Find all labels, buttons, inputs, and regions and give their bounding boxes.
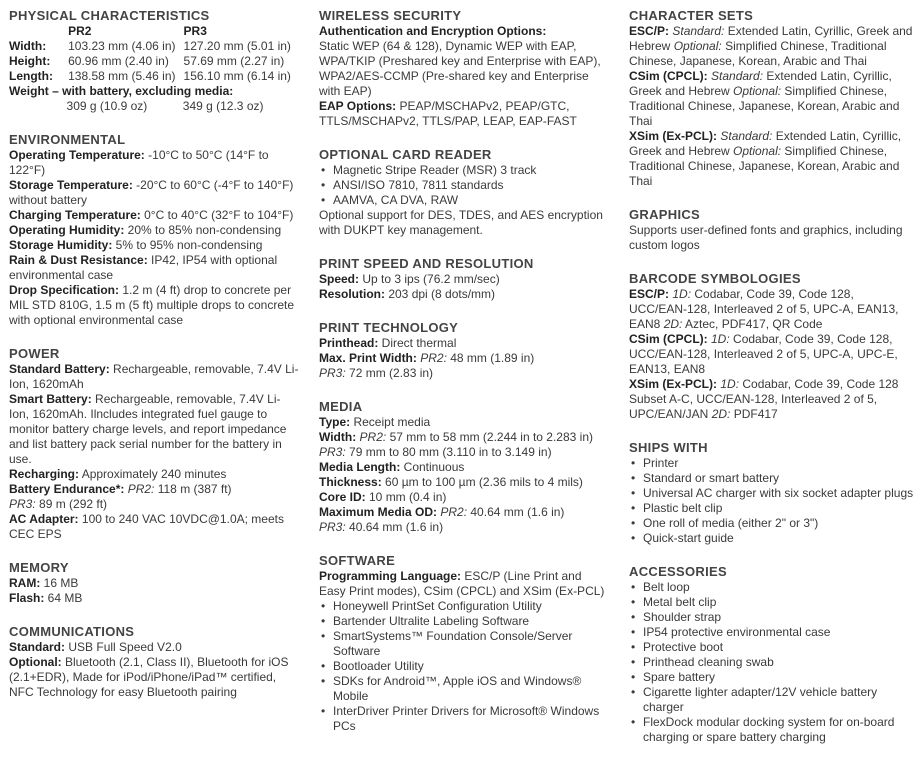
spec-line: Storage Temperature: -20°C to 60°C (-4°F to 140°F) without battery xyxy=(9,178,294,207)
power-section xyxy=(9,345,299,542)
list-item: • AAMVA, CA DVA, RAW xyxy=(319,193,611,208)
spec-line: Static WEP (64 & 128), Dynamic WEP with EAP, WPA/TKIP (Preshared key and Enterprise with EAP), WPA2/AES-CCMP (Pre-shared key and Enterprise with EAP) xyxy=(319,39,601,98)
spec-line: Max. Print Width: PR2: 48 mm (1.89 in) xyxy=(319,351,535,365)
section-heading: MEDIA xyxy=(319,399,363,414)
list-item: • Magnetic Stripe Reader (MSR) 3 track xyxy=(319,163,611,178)
list-item: • SmartSystems™ Foundation Console/Server Software xyxy=(319,629,611,659)
list-item: • Protective boot xyxy=(629,640,914,655)
spec-line: PR3: 79 mm to 80 mm (3.110 in to 3.149 in) xyxy=(319,445,552,459)
list-item: • Quick-start guide xyxy=(629,531,914,546)
spec-line: Thickness: 60 µm to 100 µm (2.36 mils to 4 mils) xyxy=(319,475,583,489)
spec-line: CSim (CPCL): Standard: Extended Latin, Cyrillic, Greek and Hebrew Optional: Simplified Chinese, Traditional Chinese, Japanese, Korean, Arabic and Thai xyxy=(629,69,900,128)
table-row xyxy=(9,69,299,84)
list-item: • Printer xyxy=(629,456,914,471)
list-item: • Honeywell PrintSet Configuration Utility xyxy=(319,599,611,614)
spec-line: Standard Battery: Rechargeable, removable, 7.4V Li-Ion, 1620mAh xyxy=(9,362,299,391)
pr3-value: 57.69 mm (2.27 in) xyxy=(183,54,285,68)
communications-section xyxy=(9,623,299,700)
spec-line: Recharging: Approximately 240 minutes xyxy=(9,467,227,481)
spec-line: Programming Language: ESC/P (Line Print and Easy Print modes), CSim (CPCL) and XSim (Ex-PCL) xyxy=(319,569,605,598)
row-label: Height: xyxy=(9,54,51,68)
list-item: • Printhead cleaning swab xyxy=(629,655,914,670)
physical-table xyxy=(9,24,299,84)
spec-line: Optional: Bluetooth (2.1, Class II), Bluetooth for iOS (2.1+EDR), Made for iPod/iPhone/iPad™ certified, NFC Technology for easy Bluetooth pairing xyxy=(9,655,289,699)
table-header-row xyxy=(9,24,299,39)
model-pr2-header: PR2 xyxy=(68,24,92,38)
pr3-weight: 349 g (12.3 oz) xyxy=(182,99,264,113)
list-item: • Standard or smart battery xyxy=(629,471,914,486)
section-heading: MEMORY xyxy=(9,560,69,575)
pr2-value: 103.23 mm (4.06 in) xyxy=(68,39,176,53)
list-item: • Metal belt clip xyxy=(629,595,914,610)
list-item: • Spare battery xyxy=(629,670,914,685)
spec-line: RAM: 16 MB xyxy=(9,576,79,590)
accessories-list xyxy=(629,580,914,745)
spec-line: Drop Specification: 1.2 m (4 ft) drop to concrete per MIL STD 810G, 1.5 m (5 ft) multiple drops to concrete with optional environmental case xyxy=(9,283,294,327)
card-reader-list xyxy=(319,163,611,208)
list-item: • InterDriver Printer Drivers for Microsoft® Windows PCs xyxy=(319,704,611,734)
spec-line: Flash: 64 MB xyxy=(9,591,83,605)
list-item: • Bootloader Utility xyxy=(319,659,611,674)
spec-line: Storage Humidity: 5% to 95% non-condensing xyxy=(9,238,263,252)
spec-line: Rain & Dust Resistance: IP42, IP54 with optional environmental case xyxy=(9,253,278,282)
spec-line: PR3: 89 m (292 ft) xyxy=(9,497,108,511)
section-heading: POWER xyxy=(9,346,60,361)
wireless-section xyxy=(319,7,611,129)
spec-line: Battery Endurance*: PR2: 118 m (387 ft) xyxy=(9,482,232,496)
character-sets-section xyxy=(629,7,914,189)
spec-line: Printhead: Direct thermal xyxy=(319,336,457,350)
section-heading: SOFTWARE xyxy=(319,553,396,568)
spec-line: ESC/P: Standard: Extended Latin, Cyrillic, Greek and Hebrew Optional: Simplified Chinese, Traditional Chinese, Japanese, Korean, Arabic and Thai xyxy=(629,24,913,68)
row-label: Length: xyxy=(9,69,53,83)
table-row xyxy=(9,39,299,54)
spec-line: XSim (Ex-PCL): Standard: Extended Latin, Cyrillic, Greek and Hebrew Optional: Simplified Chinese, Traditional Chinese, Japanese, Korean, Arabic and Thai xyxy=(629,129,902,188)
list-item: • SDKs for Android™, Apple iOS and Windows® Mobile xyxy=(319,674,611,704)
section-heading: ENVIRONMENTAL xyxy=(9,132,126,147)
spec-line: ESC/P: 1D: Codabar, Code 39, Code 128, UCC/EAN-128, Interleaved 2 of 5, UPC-A, EAN13, EAN8 2D: Aztec, PDF417, QR Code xyxy=(629,287,899,331)
column-3 xyxy=(629,7,914,762)
spec-line: Operating Temperature: -10°C to 50°C (14°F to 122°F) xyxy=(9,148,269,177)
ships-with-section xyxy=(629,439,914,546)
spec-line: Charging Temperature: 0°C to 40°C (32°F to 104°F) xyxy=(9,208,294,222)
spec-line: Authentication and Encryption Options: xyxy=(319,24,547,38)
print-speed-section xyxy=(319,255,611,302)
section-heading: BARCODE SYMBOLOGIES xyxy=(629,271,801,286)
print-technology-section xyxy=(319,319,611,381)
spec-line: Speed: Up to 3 ips (76.2 mm/sec) xyxy=(319,272,500,286)
list-item: • Plastic belt clip xyxy=(629,501,914,516)
card-reader-note: Optional support for DES, TDES, and AES encryption with DUKPT key management. xyxy=(319,208,603,237)
accessories-section xyxy=(629,563,914,745)
graphics-section xyxy=(629,206,914,253)
list-item: • Belt loop xyxy=(629,580,914,595)
pr3-value: 127.20 mm (5.01 in) xyxy=(183,39,291,53)
section-heading: PHYSICAL CHARACTERISTICS xyxy=(9,8,210,23)
table-row xyxy=(9,99,299,114)
weight-table xyxy=(9,99,299,114)
ships-with-list xyxy=(629,456,914,546)
pr2-value: 60.96 mm (2.40 in) xyxy=(68,54,169,68)
row-label: Width: xyxy=(9,39,47,53)
model-pr3-header: PR3 xyxy=(183,24,207,38)
section-heading: ACCESSORIES xyxy=(629,564,727,579)
list-item: • Bartender Ultralite Labeling Software xyxy=(319,614,611,629)
card-reader-section xyxy=(319,146,611,238)
spec-line: Core ID: 10 mm (0.4 in) xyxy=(319,490,447,504)
spec-line: PR3: 40.64 mm (1.6 in) xyxy=(319,520,444,534)
barcode-section xyxy=(629,270,914,422)
list-item: • ANSI/ISO 7810, 7811 standards xyxy=(319,178,611,193)
list-item: • Cigarette lighter adapter/12V vehicle battery charger xyxy=(629,685,914,715)
spec-line: PR3: 72 mm (2.83 in) xyxy=(319,366,434,380)
spec-line: Resolution: 203 dpi (8 dots/mm) xyxy=(319,287,496,301)
memory-section xyxy=(9,559,299,606)
list-item: • IP54 protective environmental case xyxy=(629,625,914,640)
spec-line: Operating Humidity: 20% to 85% non-condensing xyxy=(9,223,282,237)
list-item: • One roll of media (either 2" or 3") xyxy=(629,516,914,531)
environmental-section xyxy=(9,131,299,328)
spec-line: Width: PR2: 57 mm to 58 mm (2.244 in to 2.283 in) xyxy=(319,430,593,444)
media-section xyxy=(319,398,611,535)
spec-line: EAP Options: PEAP/MSCHAPv2, PEAP/GTC, TTLS/MSCHAPv2, TTLS/PAP, LEAP, EAP-FAST xyxy=(319,99,577,128)
spec-line: Media Length: Continuous xyxy=(319,460,465,474)
spec-line: XSim (Ex-PCL): 1D: Codabar, Code 39, Code 128 Subset A-C, UCC/EAN-128, Interleaved 2 of 5, UPC/EAN/JAN 2D: PDF417 xyxy=(629,377,899,421)
spec-line: Maximum Media OD: PR2: 40.64 mm (1.6 in) xyxy=(319,505,565,519)
section-heading: COMMUNICATIONS xyxy=(9,624,135,639)
section-heading: GRAPHICS xyxy=(629,207,701,222)
section-heading: OPTIONAL CARD READER xyxy=(319,147,492,162)
pr2-weight: 309 g (10.9 oz) xyxy=(66,99,148,113)
software-section xyxy=(319,552,611,734)
section-heading: PRINT TECHNOLOGY xyxy=(319,320,459,335)
pr2-value: 138.58 mm (5.46 in) xyxy=(68,69,176,83)
spec-line: CSim (CPCL): 1D: Codabar, Code 39, Code 128, UCC/EAN-128, Interleaved 2 of 5, UPC-A, UPC-E, EAN13, EAN8 xyxy=(629,332,898,376)
list-item: • Shoulder strap xyxy=(629,610,914,625)
list-item: • FlexDock modular docking system for on-board charging or spare battery charging xyxy=(629,715,914,745)
section-heading: SHIPS WITH xyxy=(629,440,708,455)
section-heading: WIRELESS SECURITY xyxy=(319,8,462,23)
physical-section xyxy=(9,7,299,114)
column-2 xyxy=(319,7,611,751)
section-heading: CHARACTER SETS xyxy=(629,8,754,23)
pr3-value: 156.10 mm (6.14 in) xyxy=(183,69,291,83)
column-1 xyxy=(9,7,299,717)
spec-line: Type: Receipt media xyxy=(319,415,431,429)
spec-line: Smart Battery: Rechargeable, removable, 7.4V Li-Ion, 1620mAh. Ilncludes integrated fuel gauge to monitor battery charge levels, and report impedance and list battery pack serial number for the battery in use. xyxy=(9,392,287,466)
spec-line: Supports user-defined fonts and graphics, including custom logos xyxy=(629,223,903,252)
weight-label: Weight – with battery, excluding media: xyxy=(9,84,234,98)
spec-line: AC Adapter: 100 to 240 VAC 10VDC@1.0A; meets CEC EPS xyxy=(9,512,284,541)
software-list xyxy=(319,599,611,734)
spec-line: Standard: USB Full Speed V2.0 xyxy=(9,640,182,654)
list-item: • Universal AC charger with six socket adapter plugs xyxy=(629,486,914,501)
table-row xyxy=(9,54,299,69)
section-heading: PRINT SPEED AND RESOLUTION xyxy=(319,256,534,271)
